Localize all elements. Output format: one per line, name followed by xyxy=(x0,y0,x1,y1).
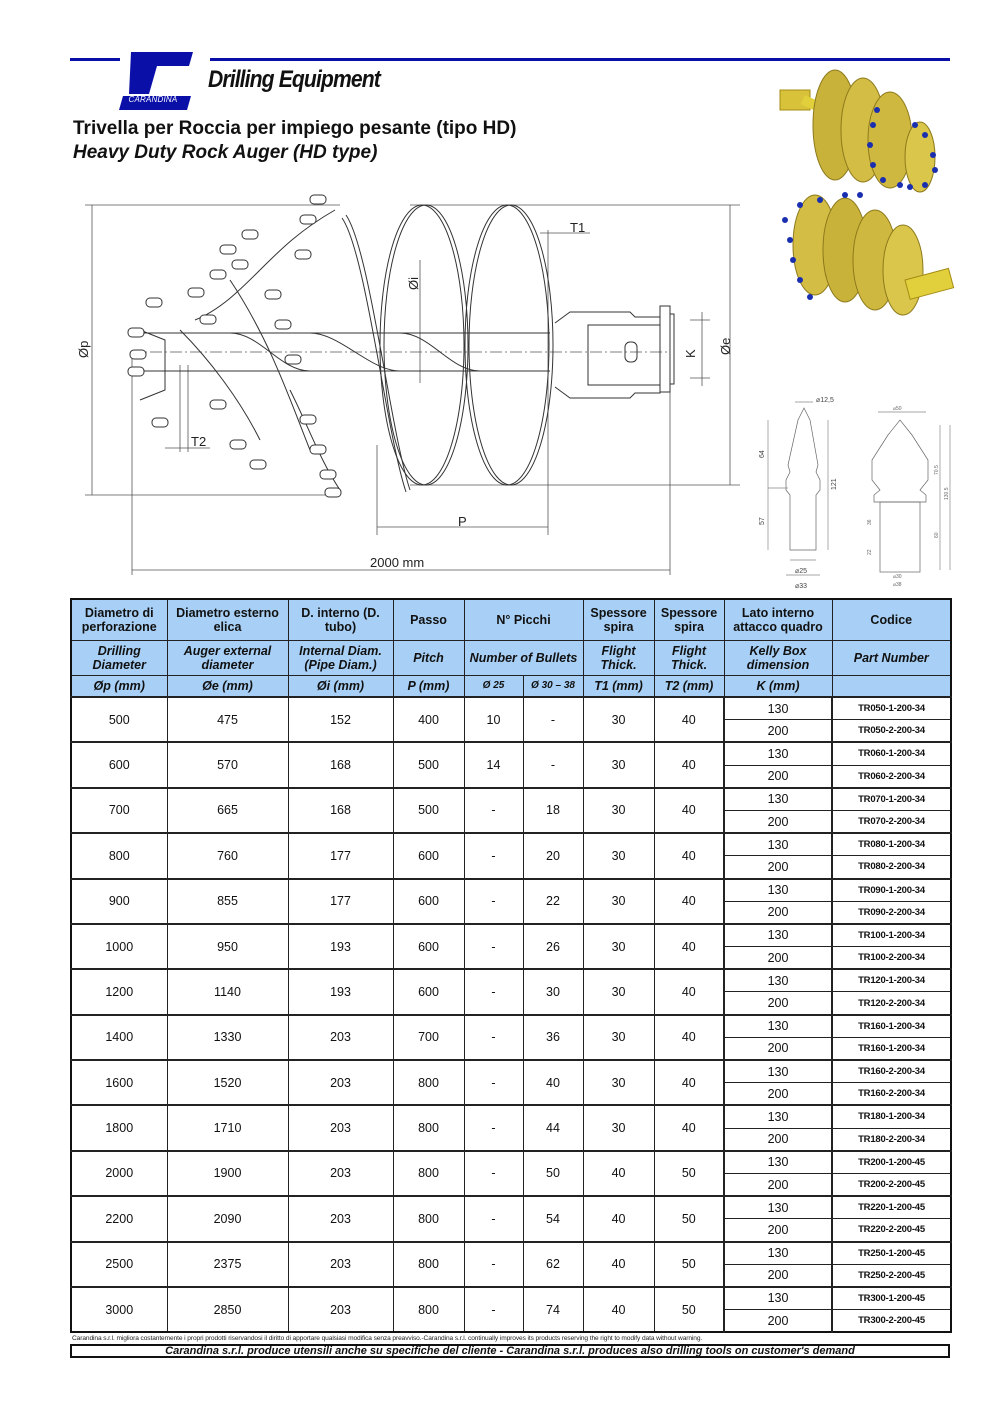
table-row xyxy=(71,1105,951,1128)
cell-external-diameter: 760 xyxy=(167,833,288,878)
cell-kelly-box: 200 xyxy=(724,720,832,743)
cell-pitch: 800 xyxy=(393,1105,464,1150)
cell-part-number: TR070-2-200-34 xyxy=(832,810,951,833)
unit-t2: T2 (mm) xyxy=(654,675,724,697)
cell-part-number: TR200-1-200-45 xyxy=(832,1151,951,1174)
cell-part-number: TR300-2-200-45 xyxy=(832,1310,951,1333)
cell-bullets-25: - xyxy=(464,1105,523,1150)
table-row xyxy=(71,697,951,720)
cell-part-number: TR100-1-200-34 xyxy=(832,924,951,947)
cell-part-number: TR180-1-200-34 xyxy=(832,1105,951,1128)
auger-render-top xyxy=(780,70,938,192)
cell-bullets-25: - xyxy=(464,1151,523,1196)
label-pitch: P xyxy=(458,514,467,529)
cell-bullets-30-38: 54 xyxy=(523,1196,583,1241)
cell-drilling-diameter: 500 xyxy=(71,697,167,742)
dimension-lines xyxy=(85,205,740,575)
cell-drilling-diameter: 600 xyxy=(71,742,167,787)
table-row xyxy=(71,1196,951,1219)
cell-drilling-diameter: 2200 xyxy=(71,1196,167,1241)
auger-3d-render xyxy=(765,65,960,325)
cell-t1: 40 xyxy=(583,1287,654,1332)
unit-pitch: P (mm) xyxy=(393,675,464,697)
cell-internal-diameter: 177 xyxy=(288,879,393,924)
logo-text: CARANDINA xyxy=(128,95,178,104)
cell-internal-diameter: 193 xyxy=(288,969,393,1014)
cell-drilling-diameter: 900 xyxy=(71,879,167,924)
cell-bullets-25: - xyxy=(464,924,523,969)
cell-t2: 50 xyxy=(654,1196,724,1241)
cell-internal-diameter: 177 xyxy=(288,833,393,878)
header-it-pitch: Passo xyxy=(393,599,464,640)
cell-bullets-25: - xyxy=(464,1060,523,1105)
cell-drilling-diameter: 700 xyxy=(71,788,167,833)
header-it-kelly: Lato interno attacco quadro xyxy=(724,599,832,640)
cell-bullets-30-38: - xyxy=(523,742,583,787)
cell-pitch: 600 xyxy=(393,833,464,878)
header-en-t1: Flight Thick. xyxy=(583,640,654,675)
cell-bullets-30-38: - xyxy=(523,697,583,742)
cell-external-diameter: 1710 xyxy=(167,1105,288,1150)
cell-bullets-30-38: 30 xyxy=(523,969,583,1014)
cell-t2: 40 xyxy=(654,833,724,878)
cell-external-diameter: 475 xyxy=(167,697,288,742)
cell-kelly-box: 200 xyxy=(724,1128,832,1151)
cell-internal-diameter: 203 xyxy=(288,1287,393,1332)
cell-t2: 40 xyxy=(654,1105,724,1150)
cell-part-number: TR050-1-200-34 xyxy=(832,697,951,720)
tooth-small-total-length: 121 xyxy=(831,478,838,490)
cell-t1: 40 xyxy=(583,1242,654,1287)
tooth-large-shank-length: 60 xyxy=(934,532,940,538)
cell-kelly-box: 130 xyxy=(724,742,832,765)
cell-t1: 30 xyxy=(583,1015,654,1060)
cell-external-diameter: 1140 xyxy=(167,969,288,1014)
cell-bullets-25: - xyxy=(464,1287,523,1332)
cell-drilling-diameter: 2000 xyxy=(71,1151,167,1196)
cell-internal-diameter: 203 xyxy=(288,1060,393,1105)
header-en-bullets: Number of Bullets xyxy=(464,640,583,675)
cell-pitch: 500 xyxy=(393,788,464,833)
cell-t1: 40 xyxy=(583,1196,654,1241)
header-it-bullets: N° Picchi xyxy=(464,599,583,640)
cell-external-diameter: 570 xyxy=(167,742,288,787)
header-row-units xyxy=(71,675,951,697)
cell-t2: 40 xyxy=(654,879,724,924)
header-it-internal-diameter: D. interno (D. tubo) xyxy=(288,599,393,640)
table-row xyxy=(71,879,951,902)
cell-kelly-box: 200 xyxy=(724,765,832,788)
cell-internal-diameter: 168 xyxy=(288,742,393,787)
cell-drilling-diameter: 2500 xyxy=(71,1242,167,1287)
auger-flights xyxy=(342,205,553,492)
tooth-large xyxy=(867,406,950,588)
cell-pitch: 600 xyxy=(393,969,464,1014)
disclaimer-text: Carandina s.r.l. migliora costantemente i propri prodotti riservandosi il diritto di apportare qualsiasi modifica senza preavviso.-Carandina s.r.l. continually improves its products reserving the right to modify data without warning. xyxy=(72,1335,703,1342)
cell-kelly-box: 130 xyxy=(724,879,832,902)
cell-pitch: 800 xyxy=(393,1151,464,1196)
cell-part-number: TR300-1-200-45 xyxy=(832,1287,951,1310)
header-en-pitch: Pitch xyxy=(393,640,464,675)
cell-internal-diameter: 193 xyxy=(288,924,393,969)
cell-part-number: TR160-1-200-34 xyxy=(832,1015,951,1038)
cell-drilling-diameter: 800 xyxy=(71,833,167,878)
cell-internal-diameter: 203 xyxy=(288,1242,393,1287)
table-row xyxy=(71,788,951,811)
table-row xyxy=(71,1151,951,1174)
label-internal-diameter: Øi xyxy=(406,277,421,290)
cell-bullets-25: - xyxy=(464,1196,523,1241)
tooth-small xyxy=(759,397,838,590)
header-en-code: Part Number xyxy=(832,640,951,675)
label-t1: T1 xyxy=(570,220,586,235)
cell-part-number: TR100-2-200-34 xyxy=(832,947,951,970)
table-row xyxy=(71,1242,951,1265)
cell-kelly-box: 130 xyxy=(724,697,832,720)
cell-t1: 30 xyxy=(583,833,654,878)
cell-bullets-30-38: 20 xyxy=(523,833,583,878)
cell-bullets-30-38: 40 xyxy=(523,1060,583,1105)
cell-part-number: TR090-1-200-34 xyxy=(832,879,951,902)
cell-kelly-box: 130 xyxy=(724,969,832,992)
cell-bullets-25: - xyxy=(464,788,523,833)
cell-kelly-box: 130 xyxy=(724,924,832,947)
cell-bullets-25: - xyxy=(464,833,523,878)
cell-t2: 40 xyxy=(654,969,724,1014)
cell-pitch: 700 xyxy=(393,1015,464,1060)
cell-pitch: 800 xyxy=(393,1060,464,1105)
cell-internal-diameter: 203 xyxy=(288,1151,393,1196)
header-en-kelly: Kelly Box dimension xyxy=(724,640,832,675)
cell-drilling-diameter: 1800 xyxy=(71,1105,167,1150)
header-en-internal-diameter: Internal Diam. (Pipe Diam.) xyxy=(288,640,393,675)
cell-pitch: 800 xyxy=(393,1242,464,1287)
cell-kelly-box: 200 xyxy=(724,992,832,1015)
cell-kelly-box: 200 xyxy=(724,856,832,879)
cutting-teeth xyxy=(128,195,341,497)
cell-kelly-box: 200 xyxy=(724,1219,832,1242)
cell-kelly-box: 200 xyxy=(724,1264,832,1287)
cell-part-number: TR200-2-200-45 xyxy=(832,1173,951,1196)
cell-t1: 40 xyxy=(583,1151,654,1196)
specifications-table xyxy=(70,598,952,1333)
tooth-small-shank-diameter: ⌀25 xyxy=(795,568,808,575)
header-row-italian xyxy=(71,599,951,640)
tooth-large-shank-upper: 36 xyxy=(867,519,873,525)
cell-bullets-25: - xyxy=(464,1015,523,1060)
header-en-t2: Flight Thick. xyxy=(654,640,724,675)
unit-bullets-25: Ø 25 xyxy=(464,675,523,697)
cell-kelly-box: 130 xyxy=(724,1060,832,1083)
table-row xyxy=(71,1287,951,1310)
cell-external-diameter: 950 xyxy=(167,924,288,969)
label-external-diameter: Øe xyxy=(718,337,733,355)
tooth-small-collar-diameter: ⌀33 xyxy=(795,583,808,590)
unit-kelly: K (mm) xyxy=(724,675,832,697)
cell-part-number: TR080-1-200-34 xyxy=(832,833,951,856)
cell-part-number: TR120-1-200-34 xyxy=(832,969,951,992)
cell-internal-diameter: 203 xyxy=(288,1015,393,1060)
cell-part-number: TR160-2-200-34 xyxy=(832,1083,951,1106)
tooth-small-tip-diameter: ⌀12,5 xyxy=(816,397,834,404)
cell-bullets-30-38: 22 xyxy=(523,879,583,924)
tooth-large-shank-diameter: ⌀30 xyxy=(893,574,902,580)
auger-technical-drawing xyxy=(70,190,760,585)
cell-pitch: 500 xyxy=(393,742,464,787)
tooth-set xyxy=(128,195,341,497)
cell-t2: 40 xyxy=(654,1060,724,1105)
cell-part-number: TR050-2-200-34 xyxy=(832,720,951,743)
cell-part-number: TR080-2-200-34 xyxy=(832,856,951,879)
table-row xyxy=(71,1060,951,1083)
cell-external-diameter: 2375 xyxy=(167,1242,288,1287)
cell-t2: 50 xyxy=(654,1151,724,1196)
page-title-italian: Trivella per Roccia per impiego pesante (tipo HD) xyxy=(73,118,517,139)
cell-t1: 30 xyxy=(583,969,654,1014)
table-row xyxy=(71,924,951,947)
cell-bullets-30-38: 62 xyxy=(523,1242,583,1287)
cell-kelly-box: 130 xyxy=(724,1151,832,1174)
cell-drilling-diameter: 1000 xyxy=(71,924,167,969)
cell-t1: 30 xyxy=(583,924,654,969)
tooth-detail-drawing xyxy=(748,390,960,595)
header-en-external-diameter: Auger external diameter xyxy=(167,640,288,675)
cell-kelly-box: 130 xyxy=(724,833,832,856)
cell-bullets-30-38: 18 xyxy=(523,788,583,833)
cell-t1: 30 xyxy=(583,1060,654,1105)
cell-external-diameter: 855 xyxy=(167,879,288,924)
unit-external-diameter: Øe (mm) xyxy=(167,675,288,697)
page-title-english: Heavy Duty Rock Auger (HD type) xyxy=(73,142,378,163)
cell-kelly-box: 130 xyxy=(724,1287,832,1310)
cell-kelly-box: 130 xyxy=(724,1105,832,1128)
header-it-code: Codice xyxy=(832,599,951,640)
cell-bullets-30-38: 44 xyxy=(523,1105,583,1150)
cell-external-diameter: 2850 xyxy=(167,1287,288,1332)
header-it-t1: Spessore spira xyxy=(583,599,654,640)
cell-kelly-box: 130 xyxy=(724,1242,832,1265)
cell-bullets-25: - xyxy=(464,1242,523,1287)
footer-banner: Carandina s.r.l. produce utensili anche su specifiche del cliente - Carandina s.r.l. produces also drilling tools on customer's demand xyxy=(70,1344,950,1358)
cell-drilling-diameter: 1600 xyxy=(71,1060,167,1105)
unit-t1: T1 (mm) xyxy=(583,675,654,697)
unit-internal-diameter: Øi (mm) xyxy=(288,675,393,697)
cell-part-number: TR060-2-200-34 xyxy=(832,765,951,788)
cell-kelly-box: 200 xyxy=(724,1173,832,1196)
table-row xyxy=(71,1015,951,1038)
cell-internal-diameter: 152 xyxy=(288,697,393,742)
header-it-t2: Spessore spira xyxy=(654,599,724,640)
unit-drilling-diameter: Øp (mm) xyxy=(71,675,167,697)
cell-t2: 40 xyxy=(654,788,724,833)
cell-internal-diameter: 168 xyxy=(288,788,393,833)
cell-external-diameter: 1900 xyxy=(167,1151,288,1196)
label-overall-length: 2000 mm xyxy=(370,555,425,570)
tooth-small-shank-length: 57 xyxy=(759,517,766,525)
cell-part-number: TR250-1-200-45 xyxy=(832,1242,951,1265)
cell-kelly-box: 200 xyxy=(724,947,832,970)
cell-part-number: TR120-2-200-34 xyxy=(832,992,951,1015)
unit-code xyxy=(832,675,951,697)
cell-part-number: TR160-1-200-34 xyxy=(832,1037,951,1060)
label-kelly: K xyxy=(683,349,698,358)
table-row xyxy=(71,969,951,992)
cell-bullets-30-38: 74 xyxy=(523,1287,583,1332)
brand-title: Drilling Equipment xyxy=(208,66,380,93)
tooth-large-head-length: 70.5 xyxy=(934,465,940,475)
header-it-drilling-diameter: Diametro di perforazione xyxy=(71,599,167,640)
header-it-external-diameter: Diametro esterno elica xyxy=(167,599,288,640)
cell-drilling-diameter: 1200 xyxy=(71,969,167,1014)
cell-t2: 40 xyxy=(654,697,724,742)
cell-drilling-diameter: 3000 xyxy=(71,1287,167,1332)
label-t2: T2 xyxy=(191,434,207,449)
tooth-large-total-length: 130.5 xyxy=(944,487,950,500)
tooth-small-head-length: 64 xyxy=(759,450,766,458)
cell-bullets-30-38: 50 xyxy=(523,1151,583,1196)
cell-pitch: 800 xyxy=(393,1196,464,1241)
cell-bullets-25: - xyxy=(464,969,523,1014)
cell-kelly-box: 200 xyxy=(724,1083,832,1106)
cell-t2: 50 xyxy=(654,1242,724,1287)
cell-t1: 30 xyxy=(583,879,654,924)
cell-kelly-box: 130 xyxy=(724,1196,832,1219)
table-body xyxy=(71,697,951,1332)
header-rule-right xyxy=(210,58,950,61)
cell-part-number: TR070-1-200-34 xyxy=(832,788,951,811)
cell-pitch: 800 xyxy=(393,1287,464,1332)
cell-drilling-diameter: 1400 xyxy=(71,1015,167,1060)
cell-kelly-box: 200 xyxy=(724,810,832,833)
table-row xyxy=(71,742,951,765)
cell-kelly-box: 200 xyxy=(724,901,832,924)
cell-kelly-box: 130 xyxy=(724,788,832,811)
cell-kelly-box: 200 xyxy=(724,1310,832,1333)
cell-external-diameter: 665 xyxy=(167,788,288,833)
cell-t2: 40 xyxy=(654,1015,724,1060)
cell-bullets-25: 14 xyxy=(464,742,523,787)
cell-t2: 50 xyxy=(654,1287,724,1332)
cell-kelly-box: 130 xyxy=(724,1015,832,1038)
tooth-large-shank-lower: 22 xyxy=(867,549,873,555)
cell-bullets-25: - xyxy=(464,879,523,924)
cell-part-number: TR220-1-200-45 xyxy=(832,1196,951,1219)
table-row xyxy=(71,833,951,856)
tooth-large-collar-diameter: ⌀38 xyxy=(893,582,902,588)
cell-t1: 30 xyxy=(583,1105,654,1150)
cell-part-number: TR160-2-200-34 xyxy=(832,1060,951,1083)
cell-t1: 30 xyxy=(583,788,654,833)
cell-pitch: 600 xyxy=(393,879,464,924)
cell-external-diameter: 1520 xyxy=(167,1060,288,1105)
cell-bullets-30-38: 26 xyxy=(523,924,583,969)
cell-t1: 30 xyxy=(583,742,654,787)
cell-part-number: TR090-2-200-34 xyxy=(832,901,951,924)
cell-internal-diameter: 203 xyxy=(288,1105,393,1150)
cell-bullets-30-38: 36 xyxy=(523,1015,583,1060)
cell-external-diameter: 1330 xyxy=(167,1015,288,1060)
cell-external-diameter: 2090 xyxy=(167,1196,288,1241)
cell-internal-diameter: 203 xyxy=(288,1196,393,1241)
cell-bullets-25: 10 xyxy=(464,697,523,742)
unit-bullets-30-38: Ø 30 – 38 xyxy=(523,675,583,697)
label-drilling-diameter: Øp xyxy=(76,340,91,358)
cell-part-number: TR060-1-200-34 xyxy=(832,742,951,765)
header-row-english xyxy=(71,640,951,675)
cell-t2: 40 xyxy=(654,924,724,969)
cell-pitch: 400 xyxy=(393,697,464,742)
cell-part-number: TR220-2-200-45 xyxy=(832,1219,951,1242)
cell-t2: 40 xyxy=(654,742,724,787)
cell-part-number: TR180-2-200-34 xyxy=(832,1128,951,1151)
cell-kelly-box: 200 xyxy=(724,1037,832,1060)
cell-part-number: TR250-2-200-45 xyxy=(832,1264,951,1287)
header-en-drilling-diameter: Drilling Diameter xyxy=(71,640,167,675)
header-rule-left xyxy=(70,58,120,61)
cell-pitch: 600 xyxy=(393,924,464,969)
auger-render-bottom xyxy=(782,192,954,315)
tooth-large-head-diameter: ⌀50 xyxy=(893,406,902,412)
cell-t1: 30 xyxy=(583,697,654,742)
